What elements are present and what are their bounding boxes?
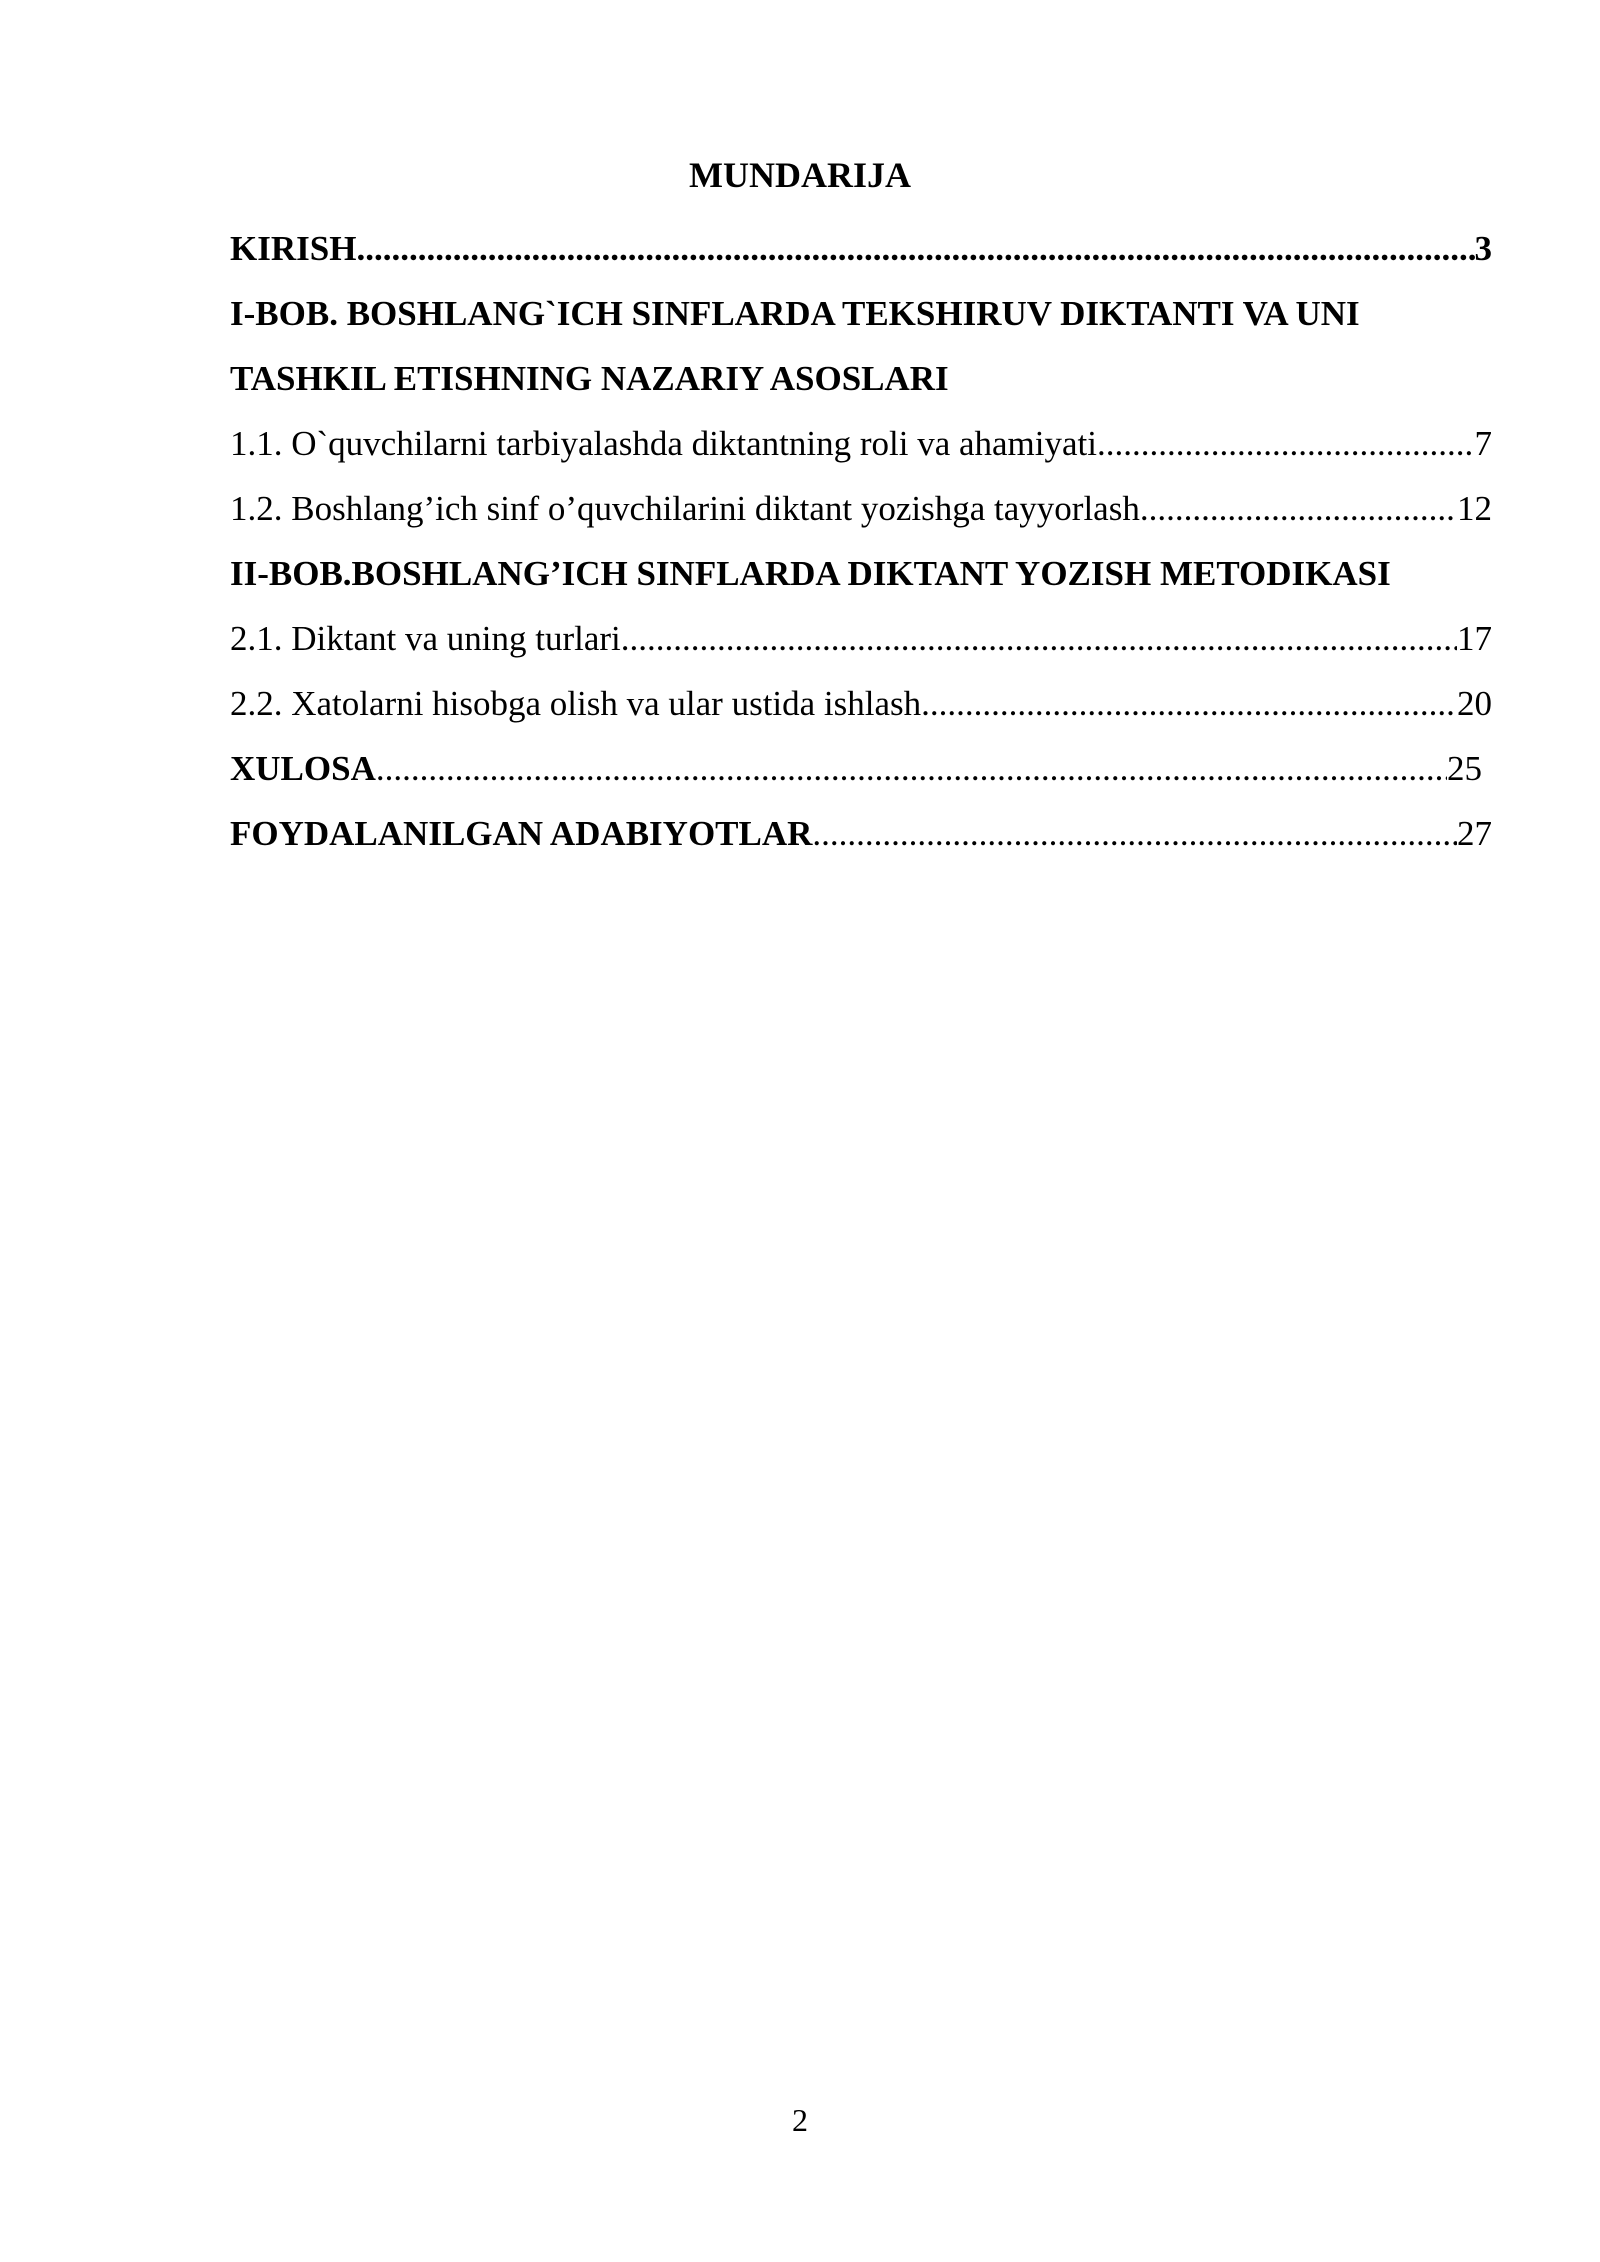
toc-entry-page: 25 <box>1447 749 1482 788</box>
toc-entry-2-2[interactable] <box>230 671 1492 736</box>
toc-entry-title: 2.2. Xatolarni hisobga olish va ular ustida ishlash <box>230 684 922 723</box>
toc-entry-1-1[interactable] <box>230 411 1492 476</box>
toc-entry-2-1[interactable] <box>230 606 1492 671</box>
toc-chapter-2-heading[interactable] <box>230 541 1492 606</box>
dot-leader <box>1097 411 1475 476</box>
toc-entry-page: 3 <box>1474 229 1492 268</box>
toc-entry-xulosa[interactable] <box>230 736 1492 801</box>
dot-leader <box>1140 476 1457 541</box>
toc-entry-page: 7 <box>1474 424 1492 463</box>
toc-entry-page: 12 <box>1457 489 1492 528</box>
toc-entry-kirish[interactable] <box>230 216 1492 281</box>
toc-entry-title: II-BOB.BOSHLANG’ICH SINFLARDA DIKTANT YOZISH METODIKASI <box>230 554 1391 593</box>
toc-entry-page: 20 <box>1457 684 1492 723</box>
dot-leader <box>921 671 1457 736</box>
dot-leader <box>376 736 1447 801</box>
page-title: MUNDARIJA <box>689 155 911 195</box>
toc-entry-title: I-BOB. BOSHLANG`ICH SINFLARDA TEKSHIRUV DIKTANTI VA UNI <box>230 294 1360 333</box>
dot-leader <box>356 216 1474 281</box>
toc-entry-title: TASHKIL ETISHNING NAZARIY ASOSLARI <box>230 359 949 398</box>
toc-entry-title: KIRISH <box>230 229 357 268</box>
dot-leader <box>621 606 1457 671</box>
toc-entry-page: 27 <box>1457 814 1492 853</box>
toc-entry-page: 17 <box>1457 619 1492 658</box>
toc-entry-adabiyotlar[interactable] <box>230 801 1492 866</box>
dot-leader <box>812 801 1457 866</box>
toc-entry-1-2[interactable] <box>230 476 1492 541</box>
table-of-contents <box>230 216 1492 866</box>
toc-chapter-1-heading[interactable] <box>230 281 1492 346</box>
toc-entry-title: XULOSA <box>230 749 376 788</box>
page-number: 2 <box>792 2102 808 2138</box>
toc-entry-title: 1.1. O`quvchilarni tarbiyalashda diktantning roli va ahamiyati <box>230 424 1097 463</box>
toc-entry-title: 1.2. Boshlang’ich sinf o’quvchilarini diktant yozishga tayyorlash <box>230 489 1140 528</box>
toc-entry-title: 2.1. Diktant va uning turlari <box>230 619 621 658</box>
toc-entry-title: FOYDALANILGAN ADABIYOTLAR <box>230 814 813 853</box>
toc-chapter-1-heading-continued[interactable] <box>230 346 1492 411</box>
